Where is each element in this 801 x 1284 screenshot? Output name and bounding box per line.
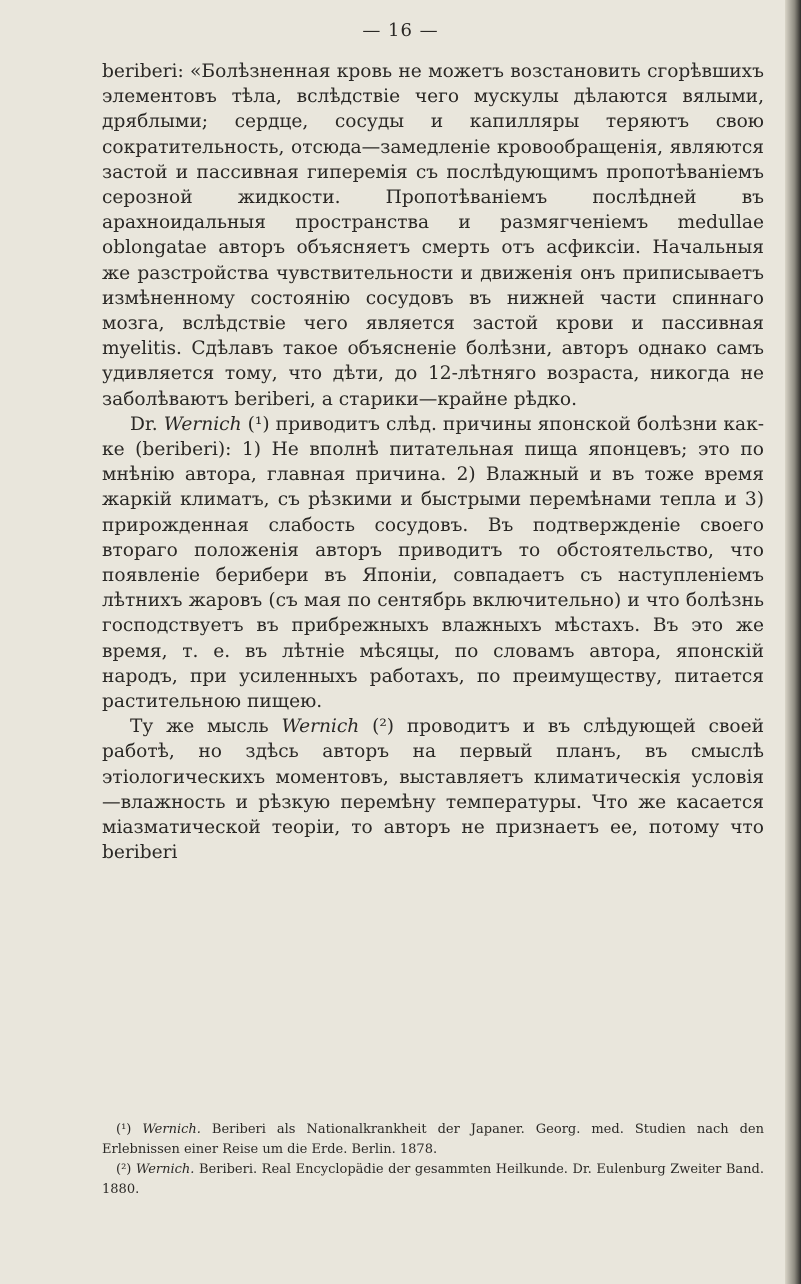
paragraph-2 <box>102 412 764 714</box>
paragraph-3 <box>102 714 764 865</box>
page-number: — 16 — <box>362 20 439 41</box>
footnotes <box>102 1120 764 1200</box>
paragraph-1 <box>102 59 764 412</box>
footnote-marker: (²) <box>116 1162 132 1177</box>
author-name: Wernich <box>281 716 360 738</box>
footnote-author: Wernich. <box>135 1162 195 1177</box>
paragraph-text: beriberi: «Болѣзненная кровь не можетъ возстановить сгорѣвшихъ элементовъ тѣла, вслѣдствіе чего мускулы дѣлаются вялыми, дряблыми; сердце, сосуды и капилляры теряютъ свою сократительность, отсюда—замедленіе кровообращенія, являются застой и пассивная гиперемія съ послѣдующимъ пропотѣваніемъ серозной жидкости. Пропотѣваніемъ послѣдней въ арахноидальныя пространства и размягченіемъ medullae oblongatae авторъ объясняетъ смерть отъ асфиксіи. Начальныя же разстройства чувствительности и движенія онъ приписываетъ измѣненному состоянію сосудовъ въ нижней части спиннаго мозга, вслѣдствіе чего является застой крови и пассивная myelitis. Сдѣлавъ такое объясненіе болѣзни, авторъ однако самъ удивляется тому, что дѣти, до 12-лѣтняго возраста, никогда не заболѣваютъ beriberi, а старики—крайне рѣдко. <box>102 61 764 410</box>
footnote-author: Wernich. <box>142 1122 201 1137</box>
footnote-marker: (¹) <box>116 1122 132 1137</box>
body-text <box>102 59 764 866</box>
paragraph-text: Ту же мысль <box>130 716 282 738</box>
paragraph-text: (²) проводитъ и въ слѣдующей своей работѣ, но здѣсь авторъ на первый планъ, въ смыслѣ этіологическихъ моментовъ, выставляетъ климатическія условія—влажность и рѣзкую перемѣну температуры. Что же касается міазматической теоріи, то авторъ не признаетъ ее, потому что beriberi <box>102 716 764 864</box>
author-name: Wernich <box>163 413 242 435</box>
footnote-1 <box>102 1120 764 1160</box>
paragraph-text: (¹) приводитъ слѣд. причины японской болѣзни как-ке (beriberi): 1) Не вполнѣ питательная пища японцевъ; это по мнѣнію автора, главная причина. 2) Влажный и въ тоже время жаркій климатъ, съ рѣзкими и быстрыми перемѣнами тепла и 3) прирожденная слабость сосудовъ. Въ подтвержденіе своего втораго положенія авторъ приводитъ то обстоятельство, что появленіе берибери въ Японіи, совпадаетъ съ наступленіемъ лѣтнихъ жаровъ (съ мая по сентябрь включительно) и что болѣзнь господствуетъ въ прибрежныхъ влажныхъ мѣстахъ. Въ это же время, т. е. въ лѣтніе мѣсяцы, по словамъ автора, японскій народъ, при усиленныхъ работахъ, по преимуществу, питается растительною пищею. <box>102 413 764 713</box>
footnote-text: Beriberi. Real Encyclopädie der gesammten Heilkunde. Dr. Eulenburg Zweiter Band. 1880. <box>102 1162 765 1197</box>
paragraph-text: Dr. <box>130 413 164 435</box>
footnote-text: Beriberi als Nationalkrankheit der Japaner. Georg. med. Studien nach den Erlebnissen einer Reise um die Erde. Berlin. 1878. <box>102 1122 765 1157</box>
footnote-2 <box>102 1160 764 1200</box>
